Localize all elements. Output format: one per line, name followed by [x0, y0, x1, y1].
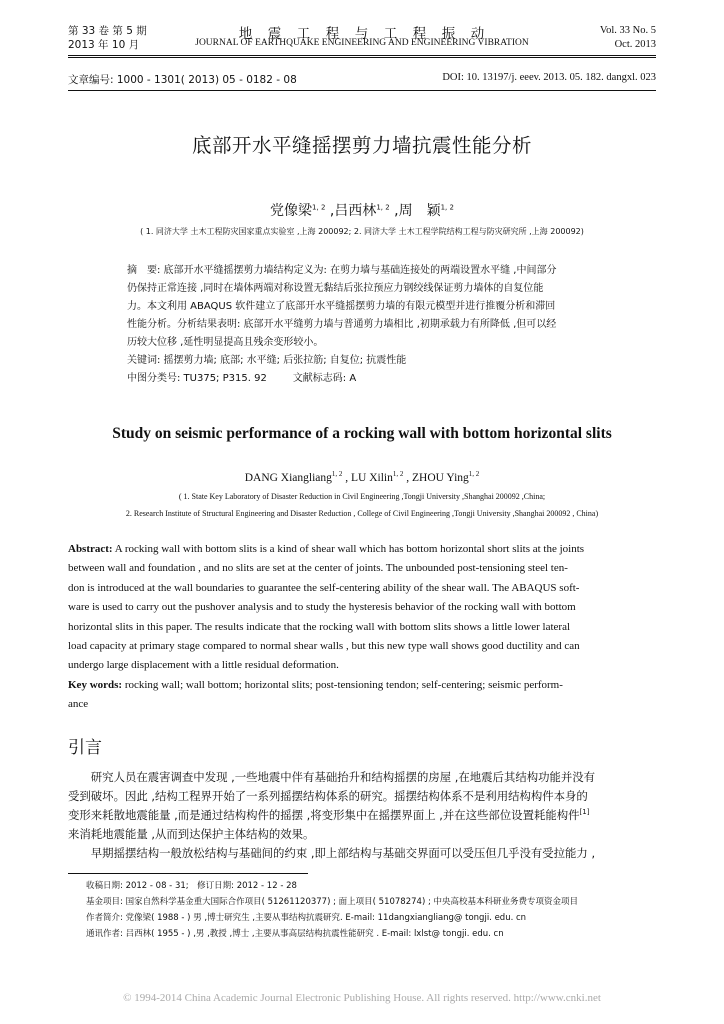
en-title: Study on seismic performance of a rocking wall with bottom horizontal slits [112, 425, 612, 442]
cn-author-sup: 1, 2 [440, 203, 454, 212]
cn-abstract-line: 力。本文利用 ABAQUS 软件建立了底部开水平缝摇摆剪力墙的有限元模型并进行推覆分析和滞回 [127, 301, 556, 312]
cn-author-name: 党像梁 [270, 203, 313, 219]
cn-abstract-line: 历较大位移 ,延性明显提高且残余变形较小。 [127, 337, 324, 348]
en-author-sep: , [342, 472, 352, 484]
footnote-rule [68, 873, 308, 874]
header-rule [68, 55, 656, 56]
cn-abstract-line: 摘 要: 底部开水平缝摇摆剪力墙结构定义为: 在剪力墙与基础连接处的两端设置水平缝 ,中间部分 [127, 265, 557, 276]
cn-abstract [127, 262, 597, 388]
reference-marker: [1] [579, 808, 590, 817]
copyright-notice: © 1994-2014 China Academic Journal Electronic Publishing House. All rights reserved. http://www.cnki.net [123, 992, 601, 1004]
en-keywords-line [68, 676, 656, 695]
cn-author-sep: , [389, 203, 399, 219]
body-line: 来消耗地震能量 ,从而到达保护主体结构的效果。 [68, 827, 315, 841]
en-author-name: ZHOU Ying [412, 472, 469, 484]
journal-name-en: JOURNAL OF EARTHQUAKE ENGINEERING AND ENGINEERING VIBRATION [195, 38, 529, 48]
en-abstract-line: don is introduced at the wall boundaries to guarantee the self-centering ability of the shear wall. The ABAQUS soft- [68, 581, 580, 594]
cn-author-sup: 1, 2 [376, 203, 390, 212]
en-affiliation-1: ( 1. State Key Laboratory of Disaster Reduction in Civil Engineering ,Tongji University ,Shanghai 200092 ,China; [178, 492, 546, 501]
en-author-sup: 1, 2 [392, 470, 404, 479]
en-abstract-line: load capacity at primary stage compared to normal shear walls , but this new type wall shows good ductility and can [68, 640, 580, 653]
en-author-name: DANG Xiangliang [244, 472, 332, 484]
en-abstract-line: ware is used to carry out the pushover analysis and to study the hysteresis behavior of the rocking wall with bottom [68, 601, 576, 614]
doi: DOI: 10. 13197/j. eeev. 2013. 05. 182. dangxl. 023 [442, 72, 656, 83]
en-abstract [68, 540, 656, 715]
en-abstract-line [68, 540, 656, 559]
en-abstract-line: between wall and foundation , and no slits are set at the center of joints. The unbounded post-tensioning steel ten- [68, 562, 568, 575]
en-affiliation-2: 2. Research Institute of Structural Engineering and Disaster Reduction , College of Civil Engineering ,Tongji University ,Shanghai 200092 , China) [125, 509, 599, 518]
footnote-corresponding: 通讯作者: 吕西林( 1955 - ) ,男 ,教授 ,博士 ,主要从事高层结构抗震性能研究 . E-mail: lxlst@ tongji. edu. cn [86, 929, 504, 939]
cn-affiliation: ( 1. 同济大学 土木工程防灾国家重点实验室 ,上海 200092; 2. 同济大学 土木工程学院结构工程与防灾研究所 ,上海 200092) [140, 227, 584, 236]
cn-abstract-line: 仍保持正常连接 ,同时在墙体两端对称设置无黏结后张拉预应力钢绞线保证剪力墙体的自复位能 [127, 283, 544, 294]
body-line: 研究人员在震害调查中发现 ,一些地震中伴有基础抬升和结构摇摆的房屋 ,在地震后其结构功能并没有 [68, 770, 596, 784]
cn-author-name: 吕西林 [334, 203, 377, 219]
section-title-introduction: 引言 [68, 738, 102, 758]
en-author-sup: 1, 2 [468, 470, 480, 479]
en-keywords-line: ance [68, 698, 89, 711]
cn-clc: 中图分类号: TU375; P315. 92 [127, 373, 267, 384]
en-abstract-line: undergo large displacement with a little residual deformation. [68, 659, 339, 672]
article-number: 文章编号: 1000 - 1301( 2013) 05 - 0182 - 08 [68, 74, 297, 86]
en-keywords-label: Key words: [68, 678, 123, 691]
body-line [68, 806, 656, 825]
en-abstract-text: A rocking wall with bottom slits is a kind of shear wall which has bottom horizontal short slits at the joints [114, 543, 585, 555]
body-line: 早期摇摆结构一般放松结构与基础间的约束 ,即上部结构与基础交界面可以受压但几乎没有受拉能力 , [68, 846, 596, 860]
footnotes [86, 878, 656, 942]
cn-abstract-line: 性能分析。分析结果表明: 底部开水平缝剪力墙与普通剪力墙相比 ,初期承载力有所降低 ,但可以经 [127, 319, 557, 330]
journal-name-cn: 地 震 工 程 与 工 程 振 动 [238, 26, 486, 42]
body-line: 受到破坏。因此 ,结构工程界开始了一系列摇摆结构体系的研究。摇摆结构体系不是利用结构构件本身的 [68, 789, 588, 803]
issue-date-en: Oct. 2013 [614, 39, 656, 50]
cn-title: 底部开水平缝摇摆剪力墙抗震性能分析 [191, 134, 532, 157]
cn-classification [127, 370, 597, 388]
footnote-funding: 基金项目: 国家自然科学基金重大国际合作项目( 51261120377) ; 面上项目( 51078274) ; 中央高校基本科研业务费专项资金项目 [86, 897, 579, 907]
cn-author-name: 周 颖 [398, 203, 441, 219]
volume-issue: 第 33 卷 第 5 期 [68, 25, 147, 37]
cn-keywords: 关键词: 摇摆剪力墙; 底部; 水平缝; 后张拉筋; 自复位; 抗震性能 [127, 355, 407, 366]
volume-issue-en: Vol. 33 No. 5 [599, 25, 656, 36]
en-author-sep: , [403, 472, 413, 484]
body-text [68, 768, 656, 863]
en-abstract-line: horizontal slits in this paper. The results indicate that the rocking wall with bottom slits shows a little lower lateral [68, 620, 571, 633]
cn-doc-code: 文献标志码: A [292, 373, 357, 384]
issue-date: 2013 年 10 月 [68, 39, 140, 51]
header-rule-2 [68, 57, 656, 58]
body-line-text: 变形来耗散地震能量 ,而是通过结构构件的摇摆 ,将变形集中在摇摆界面上 ,并在这些部位设置耗能构件 [68, 808, 580, 822]
footnote-author: 作者简介: 党像梁( 1988 - ) 男 ,博士研究生 ,主要从事结构抗震研究. E-mail: 11dangxiangliang@ tongji. edu. cn [86, 913, 527, 923]
cn-author-sup: 1, 2 [312, 203, 326, 212]
en-keywords-text: rocking wall; wall bottom; horizontal slits; post-tensioning tendon; self-centering; seismic perform- [124, 678, 563, 691]
en-authors [0, 472, 724, 484]
en-abstract-label: Abstract: [68, 543, 113, 555]
cn-authors [0, 200, 724, 220]
footnote-received: 收稿日期: 2012 - 08 - 31; 修订日期: 2012 - 12 - 28 [86, 881, 297, 891]
doi-rule [68, 90, 656, 91]
en-author-name: LU Xilin [351, 472, 393, 484]
en-author-sup: 1, 2 [331, 470, 343, 479]
cn-author-sep: , [325, 203, 335, 219]
